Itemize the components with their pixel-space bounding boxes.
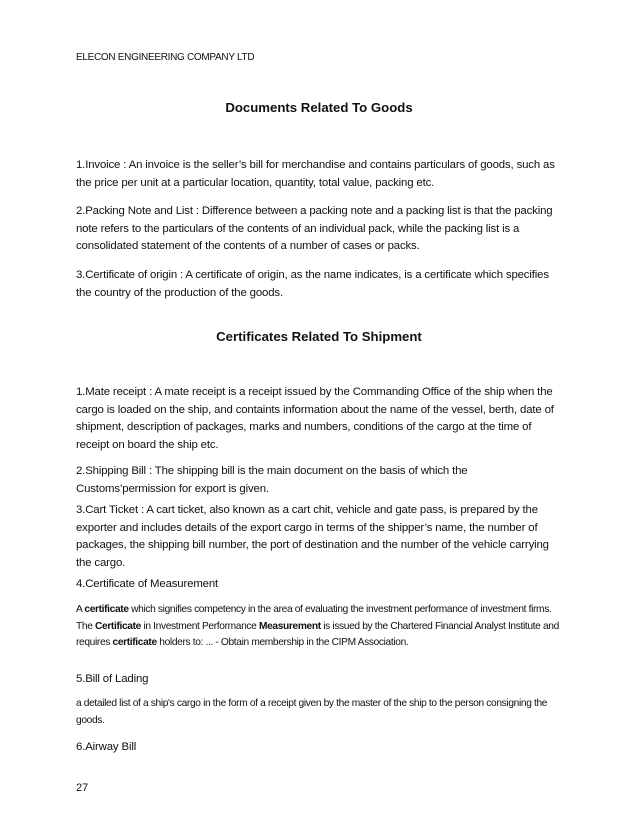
text-run: holders to: ... - Obtain membership in the CIPM Association. <box>156 637 409 648</box>
paragraph-shipping-bill: 2.Shipping Bill : The shipping bill is the main document on the basis of which the Customs’permission for export is given. <box>76 465 468 495</box>
section-title-goods: Documents Related To Goods <box>225 100 413 115</box>
text-run: A <box>76 604 85 615</box>
bold-term: certificate <box>84 604 129 615</box>
bold-term: Measurement <box>258 620 321 632</box>
paragraph-airway-bill: 6.Airway Bill <box>76 741 137 753</box>
text-run: which signifies competency in the area of evaluating the investment performance of investment firms. The <box>76 604 552 632</box>
section-title-shipment: Certificates Related To Shipment <box>216 329 422 344</box>
paragraph-packing-note: 2.Packing Note and List : Difference between a packing note and a packing list is that the packing note refers to the particulars of the contents of an individual pack, while the packing list is a consolidated statement of the contents of a number of cases or packs. <box>76 205 553 253</box>
paragraph-certificate-measurement: 4.Certificate of Measurement <box>76 578 219 590</box>
paragraph-certificate-origin: 3.Certificate of origin : A certificate of origin, as the name indicates, is a certificate which specifies the country of the production of the goods. <box>76 269 549 299</box>
paragraph-bill-of-lading: 5.Bill of Lading <box>76 673 149 685</box>
paragraph-mate-receipt: 1.Mate receipt : A mate receipt is a receipt issued by the Commanding Office of the ship when the cargo is loaded on the ship, and containts information about the name of the vessel, berth, date of shipment, description of packages, marks and numbers, conditions of the cargo at the time of receipt on board the ship etc. <box>76 386 554 451</box>
page-number: 27 <box>76 782 89 794</box>
paragraph-invoice: 1.Invoice : An invoice is the seller’s bill for merchandise and contains particulars of goods, such as the price per unit at a particular location, quantity, total value, packing etc. <box>76 159 555 189</box>
paragraph-cipm-certificate <box>76 602 564 652</box>
paragraph-cart-ticket: 3.Cart Ticket : A cart ticket, also known as a cart chit, vehicle and gate pass, is prepared by the exporter and includes details of the export cargo in terms of the shipper’s name, the number of packages, the shipping bill number, the port of destination and the number of the vehicle carrying the cargo. <box>76 504 549 569</box>
text-run: is issued by the Chartered Financial Analyst Institute and requires <box>76 620 559 648</box>
bold-term: Certificate <box>95 620 141 632</box>
company-header: ELECON ENGINEERING COMPANY LTD <box>76 52 255 63</box>
paragraph-bill-of-lading-definition: a detailed list of a ship's cargo in the form of a receipt given by the master of the ship to the person consigning the goods. <box>76 698 548 726</box>
text-run: in Investment Performance <box>140 620 259 632</box>
bold-term: certificate <box>112 637 157 648</box>
